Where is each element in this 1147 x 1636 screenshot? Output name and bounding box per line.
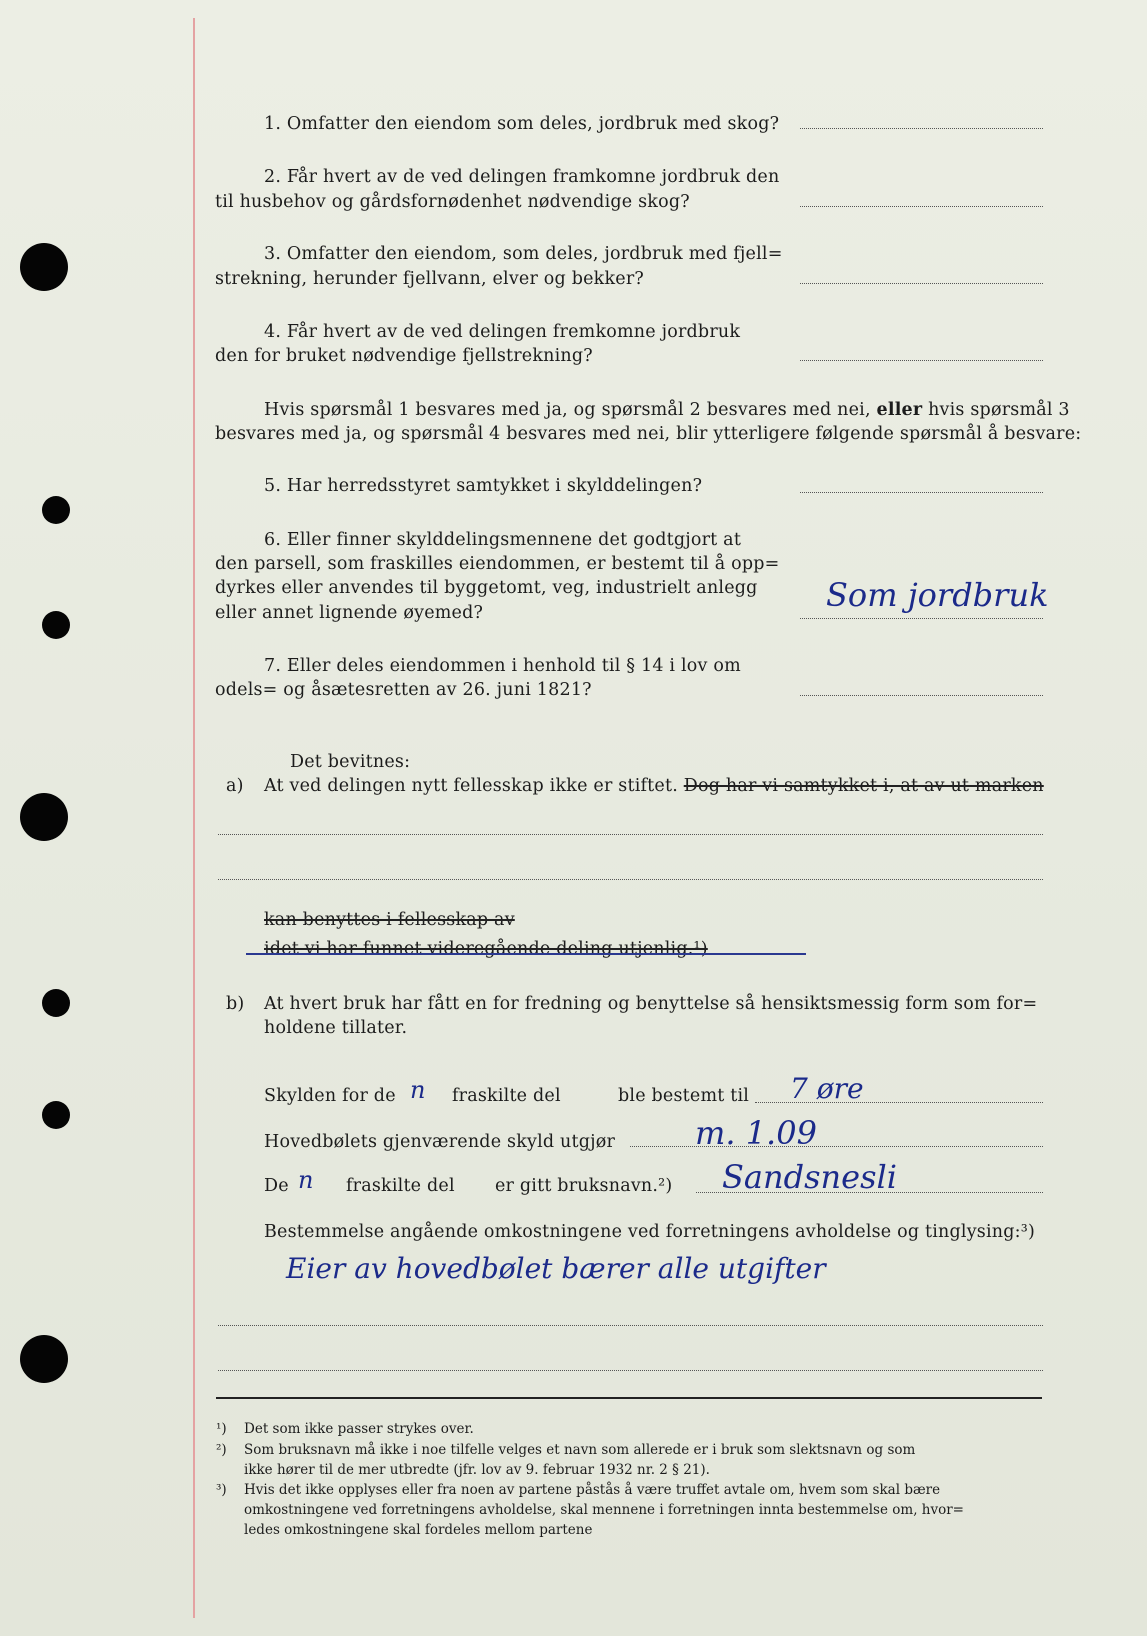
condition-line-2: besvares med ja, og spørsmål 4 besvares med nei, blir ytterligere følgende spørsmål å besvare: [215,424,1082,444]
punch-hole [42,496,70,524]
punch-hole [42,611,70,639]
attest-b-line-2: holdene tillater. [264,1018,408,1038]
question-6-line-1: 6. Eller finner skylddelingsmennene det godtgjort at [264,530,742,550]
footnote-3-line-1 [216,1480,940,1500]
attest-heading: Det bevitnes: [290,752,411,772]
attest-a-text: At ved delingen nytt fellesskap ikke er stiftet. [264,776,678,796]
omk-value: Eier av hovedbølet bærer alle utgifter [286,1252,826,1285]
navn-label-b: fraskilte del [346,1176,455,1196]
answer-line-1 [800,128,1043,129]
condition-text-a: Hvis spørsmål 1 besvares med ja, og spørsmål 2 besvares med nei, [264,400,871,420]
question-6-line-2: den parsell, som fraskilles eiendommen, er bestemt til å opp= [215,554,780,574]
question-1: 1. Omfatter den eiendom som deles, jordbruk med skog? [264,114,780,134]
question-3-line-2: strekning, herunder fjellvann, elver og bekker? [215,269,644,289]
question-4-line-1: 4. Får hvert av de ved delingen fremkomne jordbruk [264,322,741,342]
footnote-rule [216,1397,1042,1399]
margin-rule [193,18,195,1618]
attest-a-struck: Dog har vi samtykket i, at av ut marken [683,776,1044,796]
skyld-handwritten-n: n [410,1076,426,1104]
condition-bold: eller [876,400,923,420]
question-2-line-2: til husbehov og gårdsfornødenhet nødvendige skog? [215,192,690,212]
navn-handwritten-n: n [298,1166,314,1194]
omk-line-2 [218,1370,1043,1371]
hoved-line [630,1146,1043,1147]
footnote-1-text: Det som ikke passer strykes over. [244,1421,474,1437]
condition-line-1 [264,398,1070,422]
footnote-3-marker: ³) [216,1482,227,1498]
attest-b-marker: b) [226,994,245,1014]
punch-hole [20,1335,68,1383]
navn-line [696,1192,1043,1193]
footnote-2-line-2: ikke hører til de mer utbredte (jfr. lov av 9. februar 1932 nr. 2 § 21). [244,1462,710,1478]
attest-a-marker: a) [226,776,244,796]
question-2-line-1: 2. Får hvert av de ved delingen framkomne jordbruk den [264,167,780,187]
question-4-line-2: den for bruket nødvendige fjellstrekning? [215,346,593,366]
attest-line-1 [218,834,1043,835]
answer-line-2 [800,206,1043,207]
punch-hole [20,243,68,291]
question-3-line-1: 3. Omfatter den eiendom, som deles, jordbruk med fjell= [264,244,783,264]
footnote-2-marker: ²) [216,1442,227,1458]
answer-line-6 [800,618,1043,619]
footnote-3-line-2: omkostningene ved forretningens avholdelse, skal mennene i forretningen innta bestemmelse om, hvor= [244,1502,964,1518]
struck-line-3: idet vi har funnet videregående deling utjenlig.¹) [264,939,708,959]
skyld-value: 7 øre [790,1072,864,1105]
strike-pen-stroke [246,953,806,955]
footnote-3-line-3: ledes omkostningene skal fordeles mellom partene [244,1522,593,1538]
footnote-1-marker: ¹) [216,1421,227,1437]
skyld-line [755,1102,1043,1103]
footnote-2-line-1 [216,1440,915,1460]
answer-6-handwriting: Som jordbruk [826,576,1049,614]
answer-line-3 [800,283,1043,284]
navn-label-c: er gitt bruksnavn.²) [495,1176,673,1196]
hoved-value: m. 1.09 [695,1114,817,1152]
punch-hole [42,1101,70,1129]
question-6-line-3: dyrkes eller anvendes til byggetomt, veg, industrielt anlegg [215,578,758,598]
navn-label-a: De [264,1176,289,1196]
attest-a-line [264,774,1044,798]
question-5: 5. Har herredsstyret samtykket i skylddelingen? [264,476,703,496]
skyld-label-a: Skylden for de [264,1086,396,1106]
question-6-line-4: eller annet lignende øyemed? [215,603,484,623]
attest-line-2 [218,879,1043,880]
punch-hole [42,989,70,1017]
question-7-line-1: 7. Eller deles eiendommen i henhold til § 14 i lov om [264,656,741,676]
skyld-label-b: fraskilte del [452,1086,561,1106]
footnote-3-text-1: Hvis det ikke opplyses eller fra noen av partene påstås å være truffet avtale om, hvem som skal bære [244,1482,941,1498]
skyld-label-c: ble bestemt til [618,1086,750,1106]
answer-line-7 [800,695,1043,696]
hoved-label: Hovedbølets gjenværende skyld utgjør [264,1132,616,1152]
answer-line-5 [800,492,1043,493]
answer-line-4 [800,360,1043,361]
footnote-2-text-1: Som bruksnavn må ikke i noe tilfelle velges et navn som allerede er i bruk som slektsnavn og som [244,1442,916,1458]
footnote-1 [216,1419,474,1439]
condition-text-b: hvis spørsmål 3 [928,400,1070,420]
omk-line-1 [218,1325,1043,1326]
navn-value: Sandsnesli [722,1158,897,1196]
question-7-line-2: odels= og åsætesretten av 26. juni 1821? [215,680,592,700]
struck-line-2: kan benyttes i fellesskap av [264,910,515,930]
omk-label: Bestemmelse angående omkostningene ved forretningens avholdelse og tinglysing:³) [264,1222,1035,1242]
punch-hole [20,793,68,841]
attest-b-line-1: At hvert bruk har fått en for fredning og benyttelse så hensiktsmessig form som for= [264,994,1038,1014]
